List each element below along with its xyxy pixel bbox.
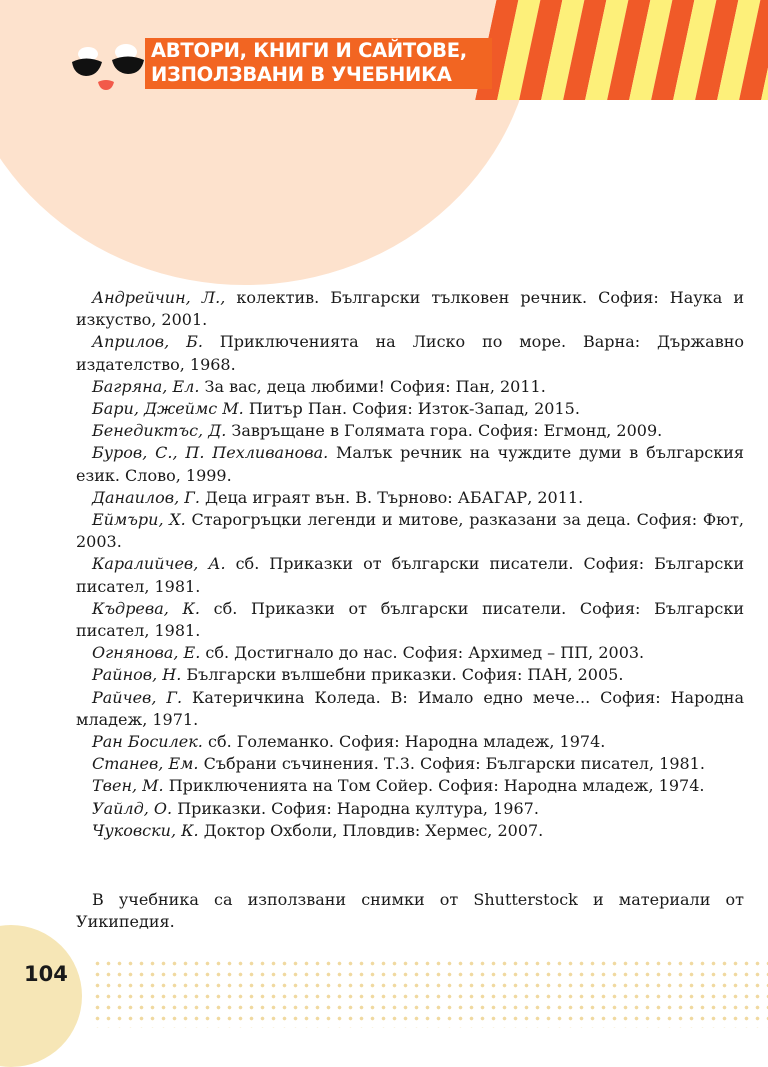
- reference-item: [76, 598, 744, 642]
- reference-text: Малък речник на чуждите думи в българския език. Слово, 1999.: [76, 443, 744, 485]
- reference-text: За вас, деца любими! София: Пан, 2011.: [199, 376, 546, 396]
- reference-item: [76, 664, 744, 686]
- face-icon: [68, 42, 148, 97]
- reference-author: Каралийчев, А.: [92, 554, 226, 574]
- reference-author: Бари, Джеймс М.: [92, 399, 244, 419]
- reference-text: сб. Големанко. София: Народна младеж, 1974.: [202, 732, 606, 752]
- reference-author: Буров, С., П. Пехливанова.: [92, 443, 329, 463]
- page-number-circle: [0, 925, 82, 1067]
- reference-text: сб. Приказки от български писатели. София: Български писател, 1981.: [76, 598, 745, 641]
- reference-text: колектив. Български тълковен речник. София: Наука и изкуство, 2001.: [76, 288, 744, 330]
- reference-text: сб. Достигнало до нас. София: Архимед – ПП, 2003.: [200, 643, 645, 663]
- reference-author: Андрейчин, Л.,: [92, 288, 226, 307]
- reference-text: Приключенията на Том Сойер. София: Народна младеж, 1974.: [163, 776, 705, 796]
- reference-item: [76, 287, 744, 331]
- reference-item: [76, 731, 744, 753]
- reference-author: Чуковски, К.: [92, 820, 199, 840]
- page-title-line-2: ИЗПОЛЗВАНИ В УЧЕБНИКА: [151, 63, 452, 86]
- reference-text: Доктор Охболи, Пловдив: Хермес, 2007.: [198, 820, 544, 840]
- reference-item: [76, 398, 744, 420]
- reference-text: Деца играят вън. В. Търново: АБАГАР, 2011.: [199, 487, 584, 507]
- reference-item: [76, 553, 744, 597]
- reference-author: Огнянова, Е.: [92, 643, 201, 663]
- reference-item: [76, 420, 744, 442]
- reference-author: Багряна, Ел.: [92, 376, 200, 396]
- reference-item: [76, 376, 744, 398]
- reference-author: Твен, М.: [92, 776, 164, 796]
- reference-item: [76, 509, 744, 553]
- page-title-line-1: АВТОРИ, КНИГИ И САЙТОВЕ,: [151, 39, 467, 62]
- reference-item: [76, 798, 744, 820]
- reference-item: [76, 753, 744, 775]
- reference-item: [76, 775, 744, 797]
- reference-author: Станев, Ем.: [92, 754, 199, 774]
- reference-text: Завръщане в Голямата гора. София: Егмонд, 2009.: [226, 421, 663, 441]
- reference-text: Български вълшебни приказки. София: ПАН, 2005.: [181, 665, 624, 685]
- reference-text: сб. Приказки от български писатели. София: Български писател, 1981.: [76, 554, 744, 596]
- reference-author: Ран Босилек.: [92, 732, 203, 752]
- reference-author: Еймъри, Х.: [92, 510, 186, 530]
- reference-text: Приключенията на Лиско по море. Варна: Държавно издателство, 1968.: [76, 332, 744, 374]
- reference-item: [76, 487, 744, 509]
- reference-list: [76, 287, 744, 842]
- reference-author: Райнов, Н.: [92, 665, 182, 685]
- page-title: [145, 38, 492, 89]
- reference-item: [76, 642, 744, 664]
- reference-author: Бенедиктъс, Д.: [92, 421, 227, 441]
- page-number: 104: [24, 962, 68, 986]
- reference-author: Априлов, Б.: [92, 332, 203, 352]
- reference-item: [76, 687, 744, 731]
- reference-author: Къдрева, К.: [92, 598, 200, 618]
- decorative-stripes: [475, 0, 768, 100]
- reference-text: Приказки. София: Народна култура, 1967.: [172, 798, 539, 818]
- reference-text: Питър Пан. София: Изток-Запад, 2015.: [243, 399, 580, 419]
- reference-text: Катеричкина Коледа. В: Имало едно мече... София: Народна младеж, 1971.: [76, 687, 745, 729]
- reference-item: [76, 820, 744, 842]
- reference-item: [76, 442, 744, 486]
- image-credits-note: В учебника са използвани снимки от Shutterstock и материали от Уикипедия.: [76, 890, 744, 932]
- reference-text: Старогръцки легенди и митове, разказани за деца. София: Фют, 2003.: [76, 510, 745, 552]
- reference-text: Събрани съчинения. Т.3. София: Български писател, 1981.: [198, 754, 705, 774]
- reference-author: Райчев, Г.: [92, 687, 183, 707]
- reference-item: [76, 331, 744, 375]
- decorative-dots: [92, 958, 768, 1028]
- reference-author: Уайлд, О.: [92, 798, 173, 818]
- reference-author: Данаилов, Г.: [92, 487, 200, 507]
